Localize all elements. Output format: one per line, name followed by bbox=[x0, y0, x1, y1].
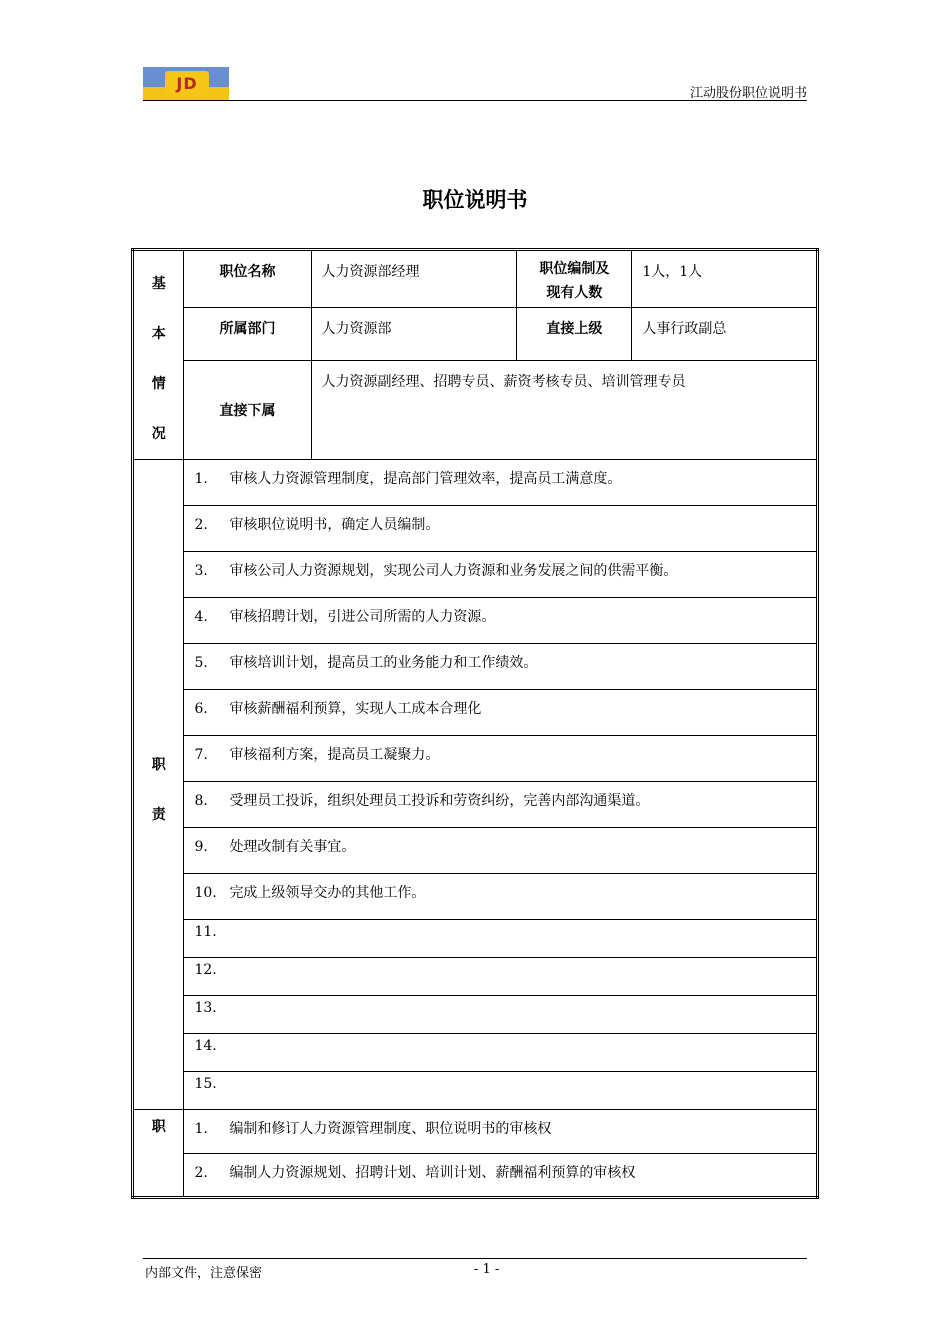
dept-label: 所属部门 bbox=[184, 307, 311, 360]
company-logo bbox=[143, 67, 229, 101]
duty-item: 4. 审核招聘计划，引进公司所需的人力资源。 bbox=[184, 598, 818, 644]
headcount-value: 1人，1人 bbox=[632, 250, 818, 308]
header-doc-name: 江动股份职位说明书 bbox=[689, 86, 807, 101]
headcount-label: 职位编制及 现有人数 bbox=[517, 250, 632, 308]
job-description-table bbox=[131, 248, 819, 1199]
dept-value: 人力资源部 bbox=[311, 307, 517, 360]
duty-item: 10. 完成上级领导交办的其他工作。 bbox=[184, 874, 818, 920]
page-title: 职位说明书 bbox=[422, 188, 528, 212]
duty-item: 9. 处理改制有关事宜。 bbox=[184, 828, 818, 874]
authority-item: 1. 编制和修订人力资源管理制度、职位说明书的审核权 bbox=[184, 1110, 818, 1154]
page-number: - 1 - bbox=[474, 1262, 500, 1277]
authority-item: 2. 编制人力资源规划、招聘计划、培训计划、薪酬福利预算的审核权 bbox=[184, 1154, 818, 1198]
section-basic-info: 基 本 情 况 bbox=[133, 250, 184, 460]
duty-item: 8. 受理员工投诉，组织处理员工投诉和劳资纠纷，完善内部沟通渠道。 bbox=[184, 782, 818, 828]
section-authority: 职 bbox=[133, 1110, 184, 1198]
duty-item: 11. bbox=[184, 920, 818, 958]
duty-item: 7. 审核福利方案，提高员工凝聚力。 bbox=[184, 736, 818, 782]
superior-value: 人事行政副总 bbox=[632, 307, 818, 360]
duty-item: 6. 审核薪酬福利预算，实现人工成本合理化 bbox=[184, 690, 818, 736]
duty-item: 2. 审核职位说明书，确定人员编制。 bbox=[184, 506, 818, 552]
duty-item: 15. bbox=[184, 1072, 818, 1110]
duty-item: 13. bbox=[184, 996, 818, 1034]
duty-item: 14. bbox=[184, 1034, 818, 1072]
header-rule bbox=[143, 100, 807, 101]
position-name-value: 人力资源部经理 bbox=[311, 250, 517, 308]
duty-item: 1. 审核人力资源管理制度，提高部门管理效率，提高员工满意度。 bbox=[184, 460, 818, 506]
subordinates-value: 人力资源副经理、招聘专员、薪资考核专员、培训管理专员 bbox=[311, 360, 817, 459]
superior-label: 直接上级 bbox=[517, 307, 632, 360]
duty-item: 3. 审核公司人力资源规划，实现公司人力资源和业务发展之间的供需平衡。 bbox=[184, 552, 818, 598]
duty-item: 5. 审核培训计划，提高员工的业务能力和工作绩效。 bbox=[184, 644, 818, 690]
section-duties: 职 责 bbox=[133, 460, 184, 1110]
logo-mark: JD bbox=[165, 71, 209, 97]
subordinates-label: 直接下属 bbox=[184, 360, 311, 459]
footer-confidential: 内部文件，注意保密 bbox=[145, 1266, 263, 1281]
position-name-label: 职位名称 bbox=[184, 250, 311, 308]
footer-rule bbox=[143, 1258, 807, 1259]
duty-item: 12. bbox=[184, 958, 818, 996]
